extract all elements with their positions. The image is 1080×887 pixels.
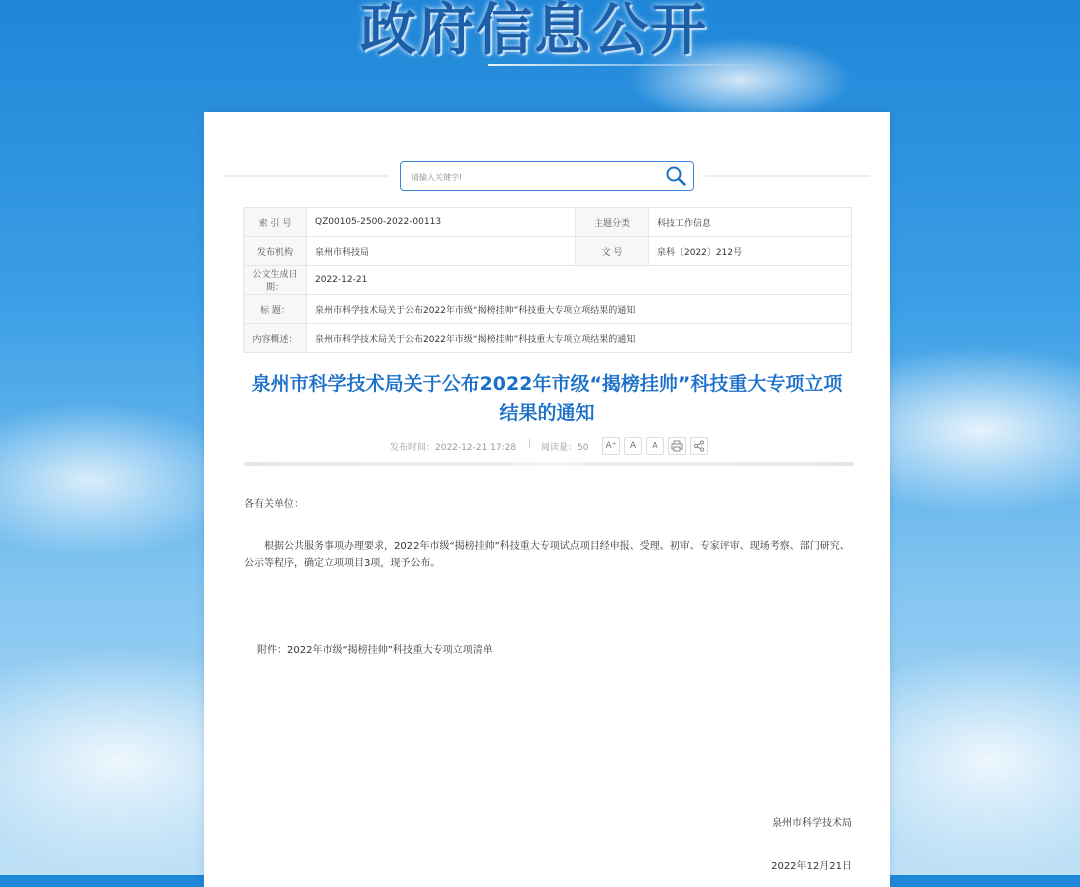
font-small-button[interactable]: A <box>646 437 664 455</box>
summary-label: 内容概述： <box>244 324 307 353</box>
date-label: 公文生成日期： <box>244 266 307 295</box>
title-value: 泉州市科学技术局关于公布2022年市级“揭榜挂帅”科技重大专项立项结果的通知 <box>307 295 852 324</box>
content-panel <box>204 112 890 887</box>
search-divider-left <box>224 175 389 177</box>
table-row <box>244 324 852 353</box>
index-value: QZ00105-2500-2022-00113 <box>307 208 576 237</box>
table-row <box>244 208 852 237</box>
document-metadata-table <box>243 207 852 353</box>
category-value: 科技工作信息 <box>649 208 852 237</box>
print-icon <box>671 440 683 452</box>
issuer-value: 泉州市科技局 <box>307 237 576 266</box>
article-paragraph: 根据公共服务事项办理要求，2022年市级“揭榜挂帅”科技重大专项试点项目经申报、受理、初审、专家评审、现场考察、部门研究、公示等程序，确定立项项目3项，现予公布。 <box>244 541 850 569</box>
table-row <box>244 266 852 295</box>
article-greeting: 各有关单位： <box>244 499 304 510</box>
table-row <box>244 295 852 324</box>
summary-value: 泉州市科学技术局关于公布2022年市级“揭榜挂帅”科技重大专项立项结果的通知 <box>307 324 852 353</box>
sign-date: 2022年12月21日 <box>771 861 852 872</box>
index-label: 索 引 号 <box>244 208 307 237</box>
info-separator: | <box>528 439 532 449</box>
signer: 泉州市科学技术局 <box>772 818 852 829</box>
table-row <box>244 237 852 266</box>
banner-underline <box>488 64 778 66</box>
share-button[interactable] <box>690 437 708 455</box>
docno-label: 文 号 <box>576 237 649 266</box>
print-button[interactable] <box>668 437 686 455</box>
search-box <box>400 161 694 191</box>
publish-info-bar <box>244 434 852 462</box>
category-label: 主题分类 <box>576 208 649 237</box>
font-large-button[interactable]: A⁺ <box>602 437 620 455</box>
header-divider <box>244 462 853 466</box>
search-input[interactable] <box>409 167 663 187</box>
attachment-link[interactable]: 附件：2022年市级“揭榜挂帅”科技重大专项立项清单 <box>257 645 493 656</box>
font-medium-button[interactable]: A <box>624 437 642 455</box>
title-label: 标 题： <box>244 295 307 324</box>
banner-title: 政府信息公开 <box>360 0 708 63</box>
search-divider-right <box>705 175 870 177</box>
search-icon <box>665 165 687 187</box>
issuer-label: 发布机构 <box>244 237 307 266</box>
publish-time: 发布时间：2022-12-21 17:28 <box>390 443 517 453</box>
date-value: 2022-12-21 <box>307 266 852 295</box>
search-button[interactable] <box>665 165 687 187</box>
search-bar <box>224 161 870 191</box>
docno-value: 泉科〔2022〕212号 <box>649 237 852 266</box>
article-title: 泉州市科学技术局关于公布2022年市级“揭榜挂帅”科技重大专项立项结果的通知 <box>251 373 843 424</box>
share-icon <box>693 440 705 452</box>
view-count: 阅读量：50 <box>541 443 589 453</box>
